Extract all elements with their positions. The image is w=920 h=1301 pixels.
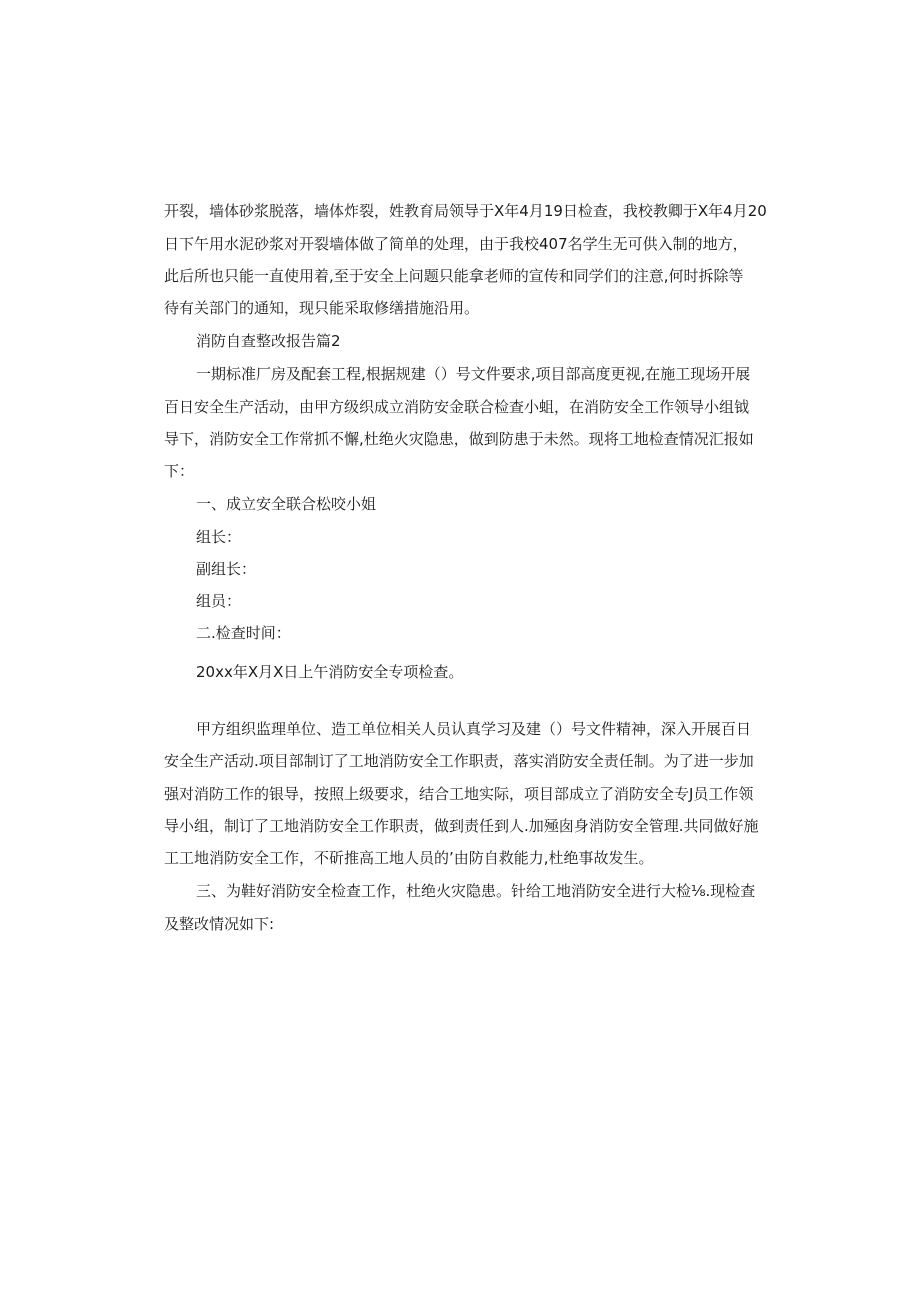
paragraph-line: 此后所也只能一直使用着,至于安全上问题只能拿老师的宣传和同学们的注意,何时拆除等 [164,267,744,285]
inspection-time: 20xx年X月X日上午消防安全专项检查。 [196,663,464,681]
members-label: 组员： [196,592,242,610]
paragraph-line: 百日安全生产活动，由甲方级织成立消防安金联合检查小蛆，在消防安全工作领导小组钺 [164,398,750,416]
paragraph-line: 强对消防工作的银导，按照上级要求，结合工地实际，项目部成立了消防安全专J员工作领 [164,785,754,803]
paragraph-line: 三、为鞋好消防安全检查工作，杜绝火灾隐患。针给工地消防安全进行大检⅛.现检查 [196,882,756,900]
paragraph-line: 开裂，墙体砂浆脱落，墙体炸裂，姓教育局领导于X年4月19日检查，我校教卿于X年4月20 [164,202,767,220]
deputy-leader-label: 副组长： [196,560,257,578]
paragraph-line: 一期标准厂房及配套工程,根据规建（）号文件要求,项目部高度更视,在施工现场开展 [196,365,751,383]
list-item: 一、成立安全联合松咬小姐 [196,495,377,513]
paragraph-line: 工工地消防安全工作，不斫推高工地人员的’由防自救能力,杜绝事故发生。 [164,849,654,867]
leader-label: 组长： [196,528,242,546]
paragraph-line: 甲方组织监理单位、造工单位相关人员认真学习及建（）号文件精神，深入开展百日 [196,720,752,738]
paragraph-line: 日下午用水泥砂浆对开裂墙体做了简单的处理，由于我校407名学生无可供入制的地方， [164,235,748,253]
list-item: 二.检查时间： [196,624,291,642]
paragraph-line: 待有关部门的通知，现只能采取修缮措施沿用。 [164,299,480,317]
section-title: 消防自查整改报告篇2 [196,332,341,350]
paragraph-line: 导小组，制订了工地消防安全工作职责，做到责任到人.加殛囱身消防安全管理.共同做好施 [164,817,759,835]
paragraph-line: 下： [164,462,195,480]
paragraph-line: 及整改情况如下: [164,915,275,933]
paragraph-line: 安全生产活动.项目部制订了工地消防安全工作职责，落实消防安全责任制。为了进一步加 [164,752,754,770]
paragraph-line: 导下，消防安全工作常抓不懈,杜绝火灾隐患，做到防患于未然。现将工地检查情况汇报如 [164,430,754,448]
